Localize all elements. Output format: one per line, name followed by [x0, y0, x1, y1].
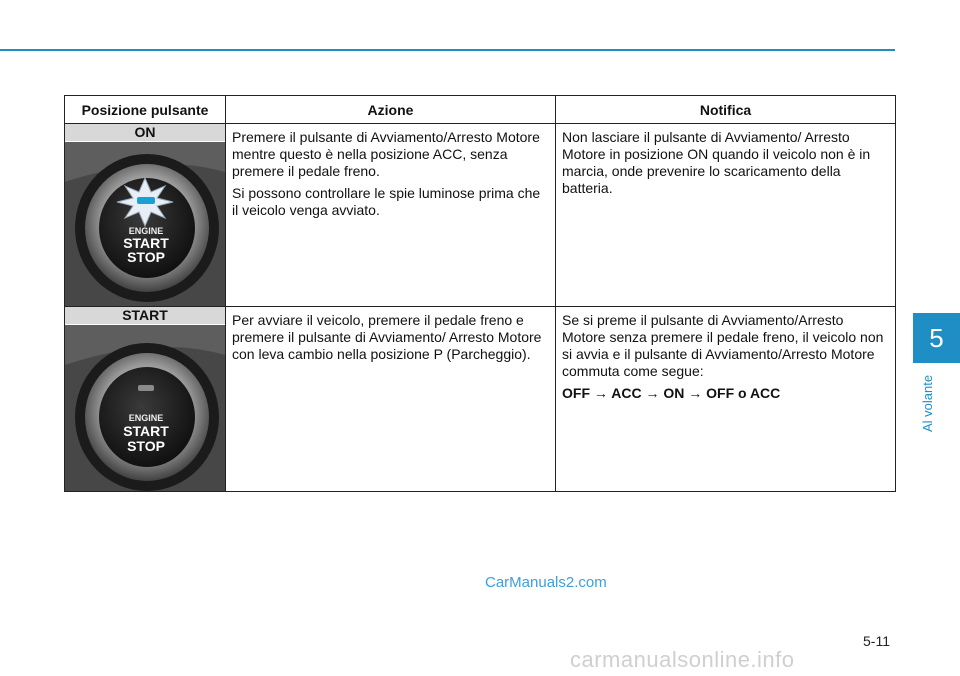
position-cell	[65, 307, 226, 492]
start-stop-button-image-on	[65, 142, 225, 306]
position-label: START	[65, 307, 225, 324]
notice-cell	[556, 307, 896, 492]
header-notice: Notifica	[556, 96, 896, 124]
button-engine-text: ENGINE	[128, 226, 164, 236]
notice-text: Non lasciare il pulsante di Avviamento/ Arresto Motore in posizione ON quando il veicolo non è in marcia, onde prevenire lo scaricamento della batteria.	[562, 129, 871, 196]
button-start-text: START	[123, 423, 169, 439]
footer-watermark: carmanualsonline.info	[570, 647, 795, 672]
button-stop-text: STOP	[127, 438, 165, 454]
action-cell	[226, 124, 556, 307]
table-row	[65, 307, 896, 492]
start-stop-button-image-start	[65, 325, 225, 491]
off-indicator-icon	[138, 385, 154, 391]
table-header-row	[65, 96, 896, 124]
chapter-number: 5	[929, 322, 944, 353]
chapter-title: Al volante	[920, 374, 935, 432]
header-position: Posizione pulsante	[65, 96, 226, 124]
notice-cell	[556, 124, 896, 307]
page-number: 5-11	[863, 633, 890, 649]
position-label: ON	[65, 124, 225, 141]
action-text: Premere il pulsante di Avviamento/Arresto Motore mentre questo è nella posizione ACC, senza premere il pedale freno.	[232, 129, 540, 179]
notice-text: Se si preme il pulsante di Avviamento/Arresto Motore senza premere il pedale freno, il veicolo non si avvia e il pulsante di Avviamento/Arresto Motore commuta come segue:	[562, 312, 884, 379]
watermark-link[interactable]: CarManuals2.com	[485, 574, 607, 591]
button-stop-text: STOP	[127, 249, 165, 265]
position-cell	[65, 124, 226, 307]
chapter-number-tab	[913, 313, 960, 363]
button-engine-text: ENGINE	[128, 413, 164, 423]
header-action: Azione	[226, 96, 556, 124]
button-start-text: START	[123, 235, 169, 251]
top-rule	[0, 49, 895, 51]
action-cell	[226, 307, 556, 492]
button-positions-table	[64, 95, 896, 492]
action-text: Si possono controllare le spie luminose prima che il veicolo venga avviato.	[232, 185, 541, 218]
action-text: Per avviare il veicolo, premere il pedale freno e premere il pulsante di Avviamento/ Arresto Motore con leva cambio nella posizione P (Parcheggio).	[232, 312, 542, 362]
table-row	[65, 124, 896, 307]
mode-sequence-text: OFF → ACC → ON → OFF o ACC	[562, 385, 781, 401]
